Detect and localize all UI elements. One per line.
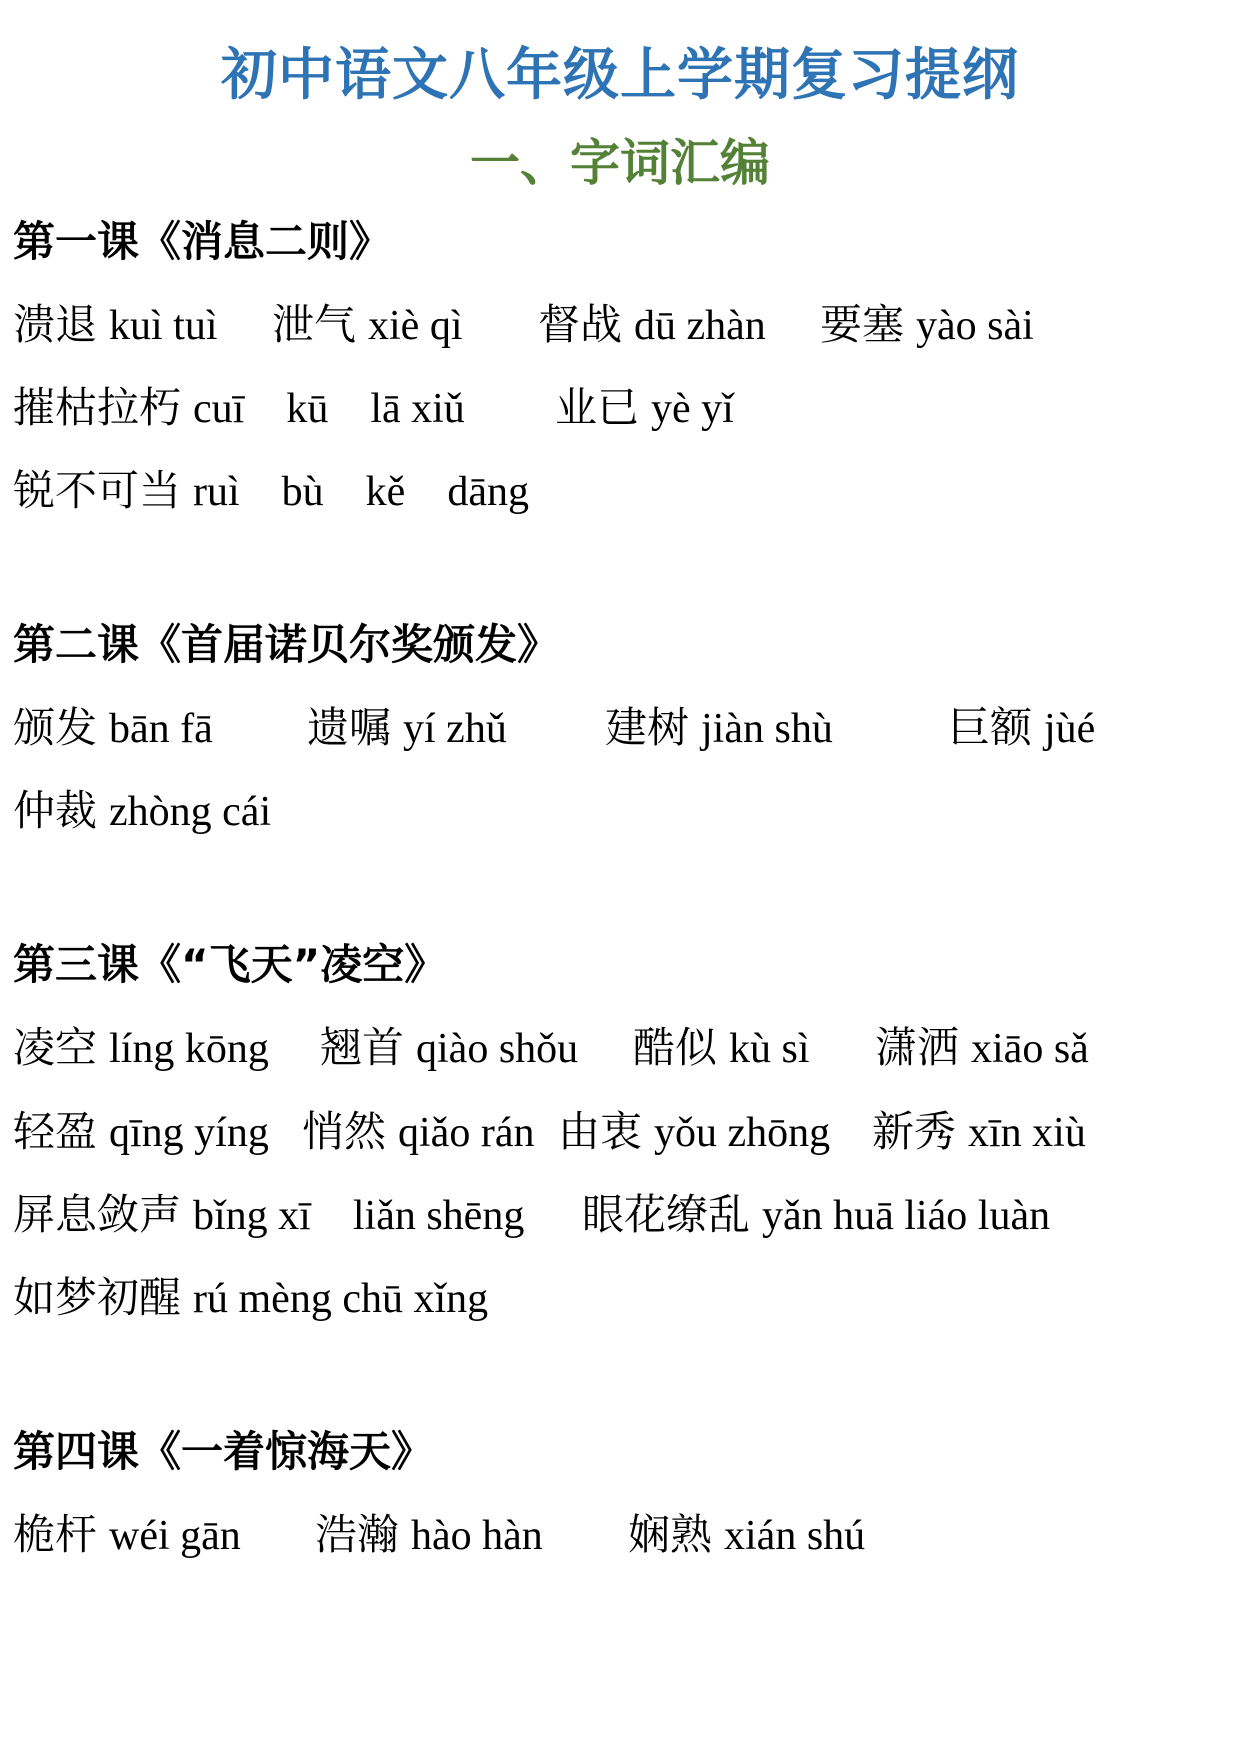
vocab-pinyin: qiǎo rán bbox=[398, 1110, 535, 1156]
vocab-entry bbox=[13, 1185, 524, 1246]
lesson-4-title: 第四课《一着惊海天》 bbox=[13, 1427, 434, 1476]
vocab-entry bbox=[538, 295, 766, 356]
vocab-word: 巨额 bbox=[948, 703, 1033, 752]
vocab-entry bbox=[13, 1505, 241, 1566]
vocab-word: 悄然 bbox=[302, 1107, 387, 1156]
vocab-pinyin: yí zhǔ bbox=[403, 706, 507, 752]
vocab-word: 业已 bbox=[555, 383, 640, 432]
vocab-word: 督战 bbox=[538, 300, 623, 349]
vocab-word: 翘首 bbox=[320, 1023, 405, 1072]
vocab-word: 桅杆 bbox=[13, 1510, 98, 1559]
vocab-word: 新秀 bbox=[872, 1107, 957, 1156]
vocab-word: 酷似 bbox=[633, 1023, 718, 1072]
vocab-pinyin: dū zhàn bbox=[634, 303, 766, 349]
vocab-entry bbox=[13, 1018, 269, 1079]
vocab-pinyin: jùé bbox=[1044, 706, 1096, 752]
vocab-entry bbox=[582, 1185, 1050, 1246]
vocab-entry bbox=[307, 698, 507, 759]
vocab-pinyin: yǎn huā liáo luàn bbox=[762, 1193, 1051, 1239]
vocab-pinyin: hào hàn bbox=[411, 1513, 543, 1559]
vocab-pinyin: yǒu zhōng bbox=[654, 1110, 831, 1156]
vocab-entry bbox=[320, 1018, 578, 1079]
vocab-entry bbox=[13, 378, 465, 439]
vocab-word: 浩瀚 bbox=[315, 1510, 400, 1559]
vocab-word: 由衷 bbox=[558, 1107, 643, 1156]
vocab-word: 潇洒 bbox=[875, 1023, 960, 1072]
vocab-pinyin: ruì bù kě dāng bbox=[193, 469, 529, 515]
vocab-pinyin: líng kōng bbox=[109, 1026, 269, 1072]
vocab-entry bbox=[948, 698, 1095, 759]
vocab-pinyin: cuī kū lā xiǔ bbox=[193, 386, 465, 432]
vocab-entry bbox=[605, 698, 833, 759]
vocab-pinyin: xiāo sǎ bbox=[971, 1026, 1089, 1072]
vocab-word: 颁发 bbox=[13, 703, 98, 752]
vocab-word: 溃退 bbox=[13, 300, 98, 349]
vocab-word: 泄气 bbox=[272, 300, 357, 349]
vocab-pinyin: wéi gān bbox=[109, 1513, 241, 1559]
vocab-pinyin: xīn xiù bbox=[968, 1110, 1086, 1156]
vocab-entry bbox=[633, 1018, 810, 1079]
vocab-pinyin: zhòng cái bbox=[109, 789, 272, 835]
vocab-entry bbox=[628, 1505, 865, 1566]
vocab-entry bbox=[13, 1268, 488, 1329]
vocab-entry bbox=[13, 698, 213, 759]
vocab-word: 屏息敛声 bbox=[13, 1190, 182, 1239]
vocab-word: 要塞 bbox=[820, 300, 905, 349]
vocab-entry bbox=[13, 295, 218, 356]
vocab-pinyin: yào sài bbox=[916, 303, 1034, 349]
lesson-2-title: 第二课《首届诺贝尔奖颁发》 bbox=[13, 620, 560, 669]
vocab-entry bbox=[558, 1102, 830, 1163]
vocab-pinyin: qīng yíng bbox=[109, 1110, 269, 1156]
vocab-entry bbox=[13, 781, 271, 842]
vocab-word: 锐不可当 bbox=[13, 466, 182, 515]
vocab-entry bbox=[820, 295, 1034, 356]
vocab-pinyin: yè yǐ bbox=[651, 386, 734, 432]
vocab-word: 轻盈 bbox=[13, 1107, 98, 1156]
vocab-word: 仲裁 bbox=[13, 786, 98, 835]
vocab-word: 遗嘱 bbox=[307, 703, 392, 752]
vocab-pinyin: qiào shǒu bbox=[416, 1026, 579, 1072]
vocab-entry bbox=[315, 1505, 543, 1566]
vocab-entry bbox=[302, 1102, 534, 1163]
vocab-pinyin: kù sì bbox=[729, 1026, 810, 1072]
vocab-word: 如梦初醒 bbox=[13, 1273, 182, 1322]
vocab-entry bbox=[555, 378, 734, 439]
vocab-pinyin: rú mèng chū xǐng bbox=[193, 1276, 489, 1322]
vocab-pinyin: jiàn shù bbox=[701, 706, 833, 752]
vocab-word: 娴熟 bbox=[628, 1510, 713, 1559]
vocab-entry bbox=[875, 1018, 1089, 1079]
vocab-pinyin: bǐng xī liǎn shēng bbox=[193, 1193, 525, 1239]
vocab-word: 凌空 bbox=[13, 1023, 98, 1072]
vocab-entry bbox=[872, 1102, 1086, 1163]
vocab-word: 摧枯拉朽 bbox=[13, 383, 182, 432]
vocab-entry bbox=[13, 461, 529, 522]
vocab-pinyin: xián shú bbox=[724, 1513, 866, 1559]
vocab-pinyin: kuì tuì bbox=[109, 303, 218, 349]
vocab-pinyin: bān fā bbox=[109, 706, 213, 752]
lesson-3-title: 第三课《“飞天”凌空》 bbox=[13, 940, 447, 989]
document-title: 初中语文八年级上学期复习提纲 bbox=[221, 43, 1019, 108]
vocab-word: 眼花缭乱 bbox=[582, 1190, 751, 1239]
lesson-1-title: 第一课《消息二则》 bbox=[13, 217, 392, 266]
section-heading: 一、字词汇编 bbox=[470, 134, 770, 192]
vocab-word: 建树 bbox=[605, 703, 690, 752]
vocab-pinyin: xiè qì bbox=[368, 303, 463, 349]
vocab-entry bbox=[13, 1102, 269, 1163]
vocab-entry bbox=[272, 295, 463, 356]
